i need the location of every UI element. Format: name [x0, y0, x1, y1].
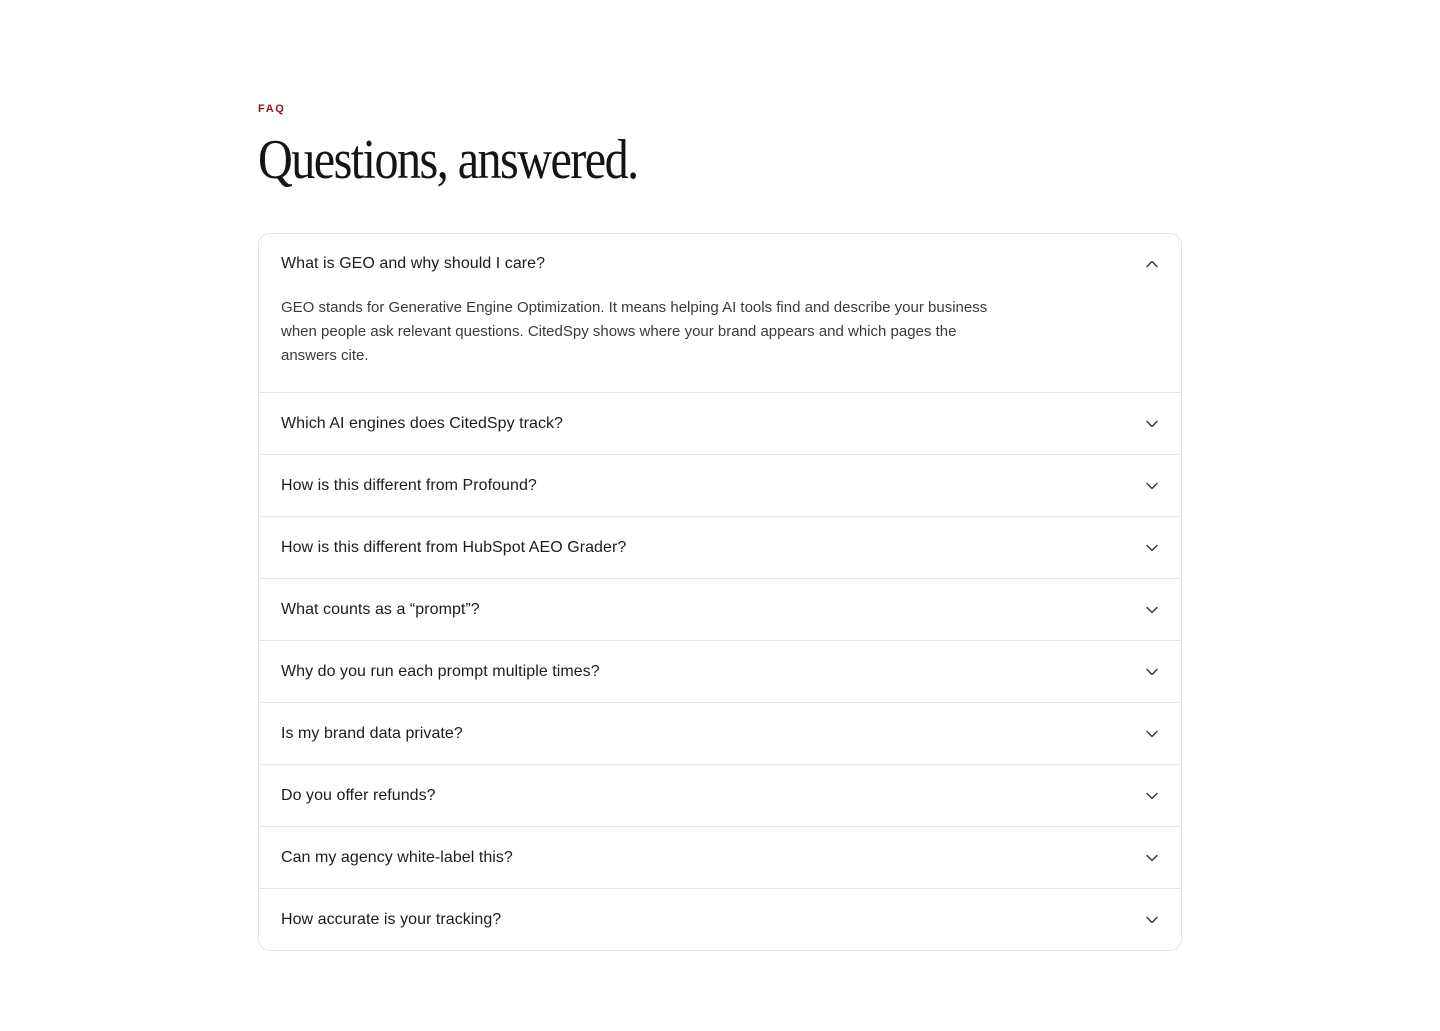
faq-item-privacy: [259, 702, 1181, 764]
faq-item-hubspot: [259, 516, 1181, 578]
chevron-up-icon: [1145, 257, 1159, 271]
chevron-down-icon: [1145, 479, 1159, 493]
faq-question-text: Can my agency white-label this?: [281, 848, 513, 866]
faq-answer: [259, 294, 1181, 392]
faq-question-button[interactable]: [259, 579, 1181, 640]
faq-item-accuracy: [259, 888, 1181, 950]
faq-eyebrow: FAQ: [258, 103, 286, 115]
chevron-down-icon: [1145, 603, 1159, 617]
faq-question-text: How is this different from HubSpot AEO Grader?: [281, 538, 627, 556]
faq-item-multiple-runs: [259, 640, 1181, 702]
faq-question-text: How accurate is your tracking?: [281, 910, 502, 928]
faq-question-button[interactable]: [259, 889, 1181, 950]
faq-item-profound: [259, 454, 1181, 516]
faq-question-button[interactable]: [259, 827, 1181, 888]
faq-item-prompt: [259, 578, 1181, 640]
faq-item-ai-engines: [259, 392, 1181, 454]
faq-question-button[interactable]: [259, 234, 1181, 294]
faq-question-text: Which AI engines does CitedSpy track?: [281, 414, 563, 432]
faq-question-text: Why do you run each prompt multiple times?: [281, 662, 600, 680]
faq-question-text: How is this different from Profound?: [281, 476, 537, 494]
faq-accordion: [258, 233, 1182, 951]
faq-question-button[interactable]: [259, 641, 1181, 702]
chevron-down-icon: [1145, 913, 1159, 927]
faq-question-button[interactable]: [259, 703, 1181, 764]
chevron-down-icon: [1145, 727, 1159, 741]
chevron-down-icon: [1145, 541, 1159, 555]
faq-question-text: Do you offer refunds?: [281, 786, 436, 804]
chevron-down-icon: [1145, 789, 1159, 803]
faq-question-button[interactable]: [259, 517, 1181, 578]
faq-item-geo: [259, 234, 1181, 392]
faq-question-text: Is my brand data private?: [281, 724, 463, 742]
faq-question-text: What is GEO and why should I care?: [281, 255, 546, 272]
faq-question-button[interactable]: [259, 765, 1181, 826]
faq-question-text: What counts as a “prompt”?: [281, 600, 480, 618]
chevron-down-icon: [1145, 665, 1159, 679]
chevron-down-icon: [1145, 851, 1159, 865]
faq-item-refunds: [259, 764, 1181, 826]
faq-question-button[interactable]: [259, 393, 1181, 454]
faq-answer-text: GEO stands for Generative Engine Optimization. It means helping AI tools find and describe your business when people ask relevant questions. CitedSpy shows where your brand appears and which pages the answers cite.: [281, 299, 988, 364]
faq-item-white-label: [259, 826, 1181, 888]
chevron-down-icon: [1145, 417, 1159, 431]
faq-question-button[interactable]: [259, 455, 1181, 516]
page-title: Questions, answered.: [258, 129, 638, 191]
